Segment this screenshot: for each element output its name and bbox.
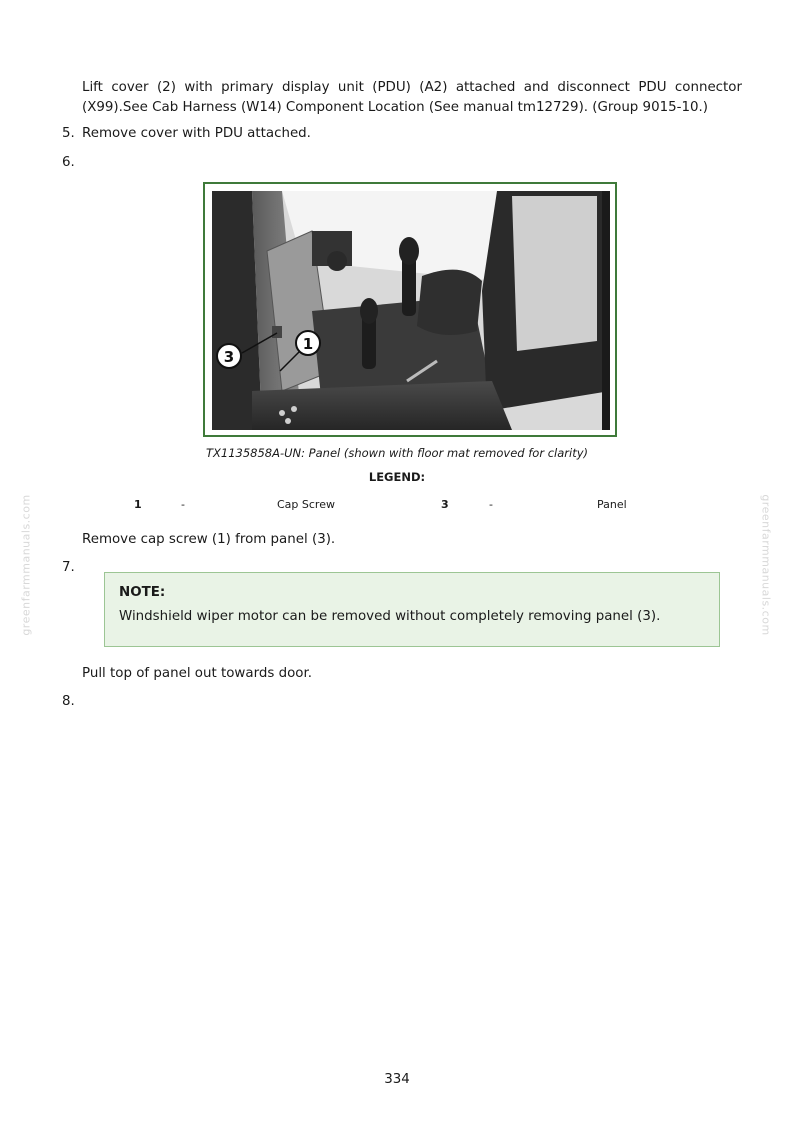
intro-paragraph: Lift cover (2) with primary display unit (PDU) (A2) attached and disconnect PDU connector (X99).See Cab Harness (W14) Component Location (See manual tm12729). (Group 9015-10.) — [82, 80, 742, 115]
figure-caption: TX1135858A-UN: Panel (shown with floor mat removed for clarity) — [205, 446, 589, 460]
note-title: NOTE: — [119, 585, 166, 600]
legend-item-3-dash: - — [489, 498, 493, 511]
step-number-7: 7. — [62, 560, 75, 575]
step-number-6: 6. — [62, 155, 75, 170]
callout-3: 3 — [223, 348, 235, 366]
step-number-8: 8. — [62, 694, 75, 709]
page-number: 334 — [384, 1072, 410, 1087]
legend-item-1-label: Cap Screw — [277, 498, 335, 511]
legend-item-1-dash: - — [181, 498, 185, 511]
legend-title: LEGEND: — [368, 470, 426, 484]
remove-cap-screw-text: Remove cap screw (1) from panel (3). — [82, 532, 336, 547]
step-number-5: 5. — [62, 126, 75, 141]
note-box — [104, 572, 720, 647]
callout-1: 1 — [302, 335, 314, 353]
step-text-5: Remove cover with PDU attached. — [82, 126, 311, 141]
watermark-left: greenfarmmanuals.com — [19, 494, 33, 636]
legend-item-3-label: Panel — [597, 498, 627, 511]
figure-panel — [203, 182, 617, 437]
legend-item-1-num: 1 — [134, 498, 142, 511]
legend-item-3-num: 3 — [441, 498, 449, 511]
watermark-right: greenfarmmanuals.com — [759, 494, 773, 636]
note-text: Windshield wiper motor can be removed without completely removing panel (3). — [119, 609, 661, 624]
cab-interior-illustration — [212, 191, 610, 430]
pull-panel-text: Pull top of panel out towards door. — [82, 666, 312, 681]
